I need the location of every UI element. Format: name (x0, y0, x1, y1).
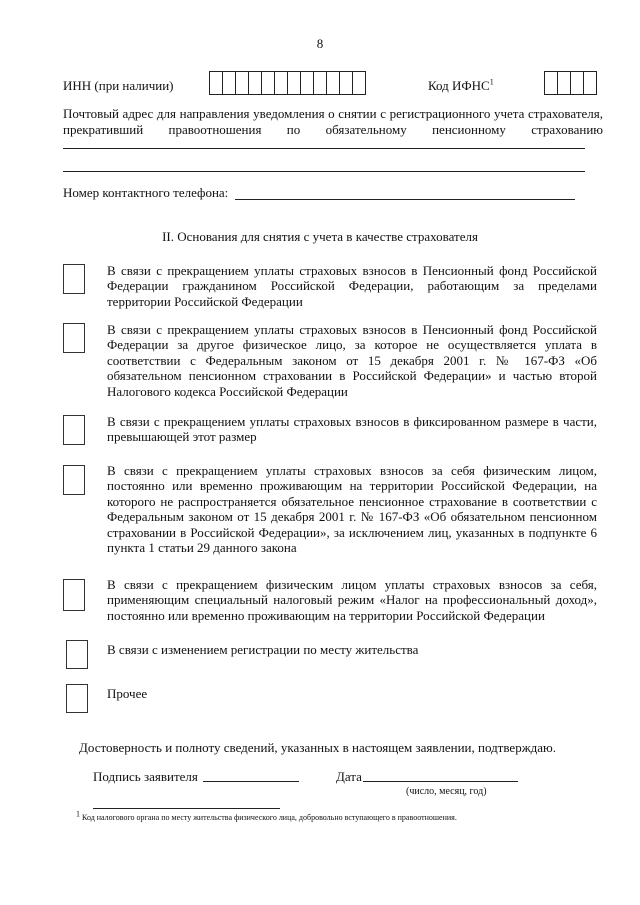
inn-cell[interactable] (300, 71, 314, 95)
inn-cell[interactable] (313, 71, 327, 95)
footnote-mark: 1 (76, 809, 80, 819)
inn-cell[interactable] (274, 71, 288, 95)
inn-cell[interactable] (235, 71, 249, 95)
phone-label: Номер контактного телефона: (63, 185, 229, 200)
section-title: II. Основания для снятия с учета в качестве страхователя (162, 229, 478, 244)
inn-cell[interactable] (222, 71, 236, 95)
ifns-label: Код ИФНС$^1$ (428, 77, 494, 93)
inn-cell[interactable] (287, 71, 301, 95)
inn-cell[interactable] (209, 71, 223, 95)
postal-address-line2: прекративший правоотношения по обязательному пенсионному страхованию (63, 122, 603, 137)
postal-address-line1: Почтовый адрес для направления уведомления о снятии с регистрационного учета страхователя, (63, 106, 603, 121)
inn-cell[interactable] (352, 71, 366, 95)
date-hint: (число, месяц, год) (406, 786, 487, 797)
date-label: Дата (336, 769, 362, 784)
reason-text-2: В связи с прекращением уплаты страховых взносов в Пенсионный фонд Российской Федерации за другое физическое лицо, за которое не осуществляется уплата в соответствии с Федеральным законом от 15 декабря 2001 г. № 167-ФЗ «Об обязательном пенсионном страховании в Российской Федерации» и частью второй Налогового кодекса Российской Федерации (107, 322, 597, 399)
page-number: 8 (316, 36, 324, 51)
reason-checkbox-4[interactable] (63, 465, 85, 495)
date-input-line[interactable] (363, 781, 518, 782)
reason-text-1: В связи с прекращением уплаты страховых взносов в Пенсионный фонд Российской Федерации гражданином Российской Федерации, работающим за пределами территории Российской Федерации (107, 263, 597, 309)
inn-cells[interactable] (209, 71, 365, 95)
inn-cell[interactable] (261, 71, 275, 95)
reason-checkbox-6[interactable] (66, 640, 88, 669)
reason-text-6: В связи с изменением регистрации по месту жительства (107, 642, 419, 657)
inn-cell[interactable] (248, 71, 262, 95)
ifns-cell[interactable] (544, 71, 558, 95)
ifns-cell[interactable] (557, 71, 571, 95)
confirmation-text: Достоверность и полноту сведений, указанных в настоящем заявлении, подтверждаю. (79, 740, 557, 755)
signature-input-line[interactable] (203, 781, 299, 782)
footnote-ref: 1 (489, 77, 494, 87)
reason-checkbox-3[interactable] (63, 415, 85, 445)
inn-label: ИНН (при наличии) (63, 78, 174, 93)
reason-checkbox-2[interactable] (63, 323, 85, 353)
ifns-cell[interactable] (583, 71, 597, 95)
reason-checkbox-5[interactable] (63, 579, 85, 611)
footnote (76, 809, 457, 823)
footnote-text: Код налогового органа по месту жительства физического лица, добровольно вступающего в правоотношения. (82, 813, 457, 822)
footnote-separator (93, 808, 280, 809)
phone-input-line[interactable] (235, 199, 575, 200)
reason-checkbox-7[interactable] (66, 684, 88, 713)
ifns-cells[interactable] (544, 71, 596, 95)
signature-label: Подпись заявителя (93, 769, 198, 784)
reason-checkbox-1[interactable] (63, 264, 85, 294)
postal-address-input-line-1[interactable] (63, 148, 585, 149)
reason-text-3: В связи с прекращением уплаты страховых взносов в фиксированном размере в части, превышающей этот размер (107, 414, 597, 445)
ifns-cell[interactable] (570, 71, 584, 95)
reason-text-5: В связи с прекращением физическим лицом уплаты страховых взносов за себя, применяющим специальный налоговый режим «Налог на профессиональный доход», постоянно или временно проживающим на территории Российской Федерации (107, 577, 597, 623)
inn-cell[interactable] (326, 71, 340, 95)
reason-text-4: В связи с прекращением уплаты страховых взносов за себя физическим лицом, постоянно или временно проживающим на территории Российской Федерации, на которого не распространяется обязательное пенсионное страхование в соответствии с Федеральным законом от 15 декабря 2001 г. № 167-ФЗ «Об обязательном пенсионном страховании в Российской Федерации», за исключением лиц, указанных в подпункте 6 пункта 1 статьи 29 данного закона (107, 463, 597, 556)
reason-text-7: Прочее (107, 686, 148, 701)
inn-cell[interactable] (339, 71, 353, 95)
postal-address-input-line-2[interactable] (63, 171, 585, 172)
